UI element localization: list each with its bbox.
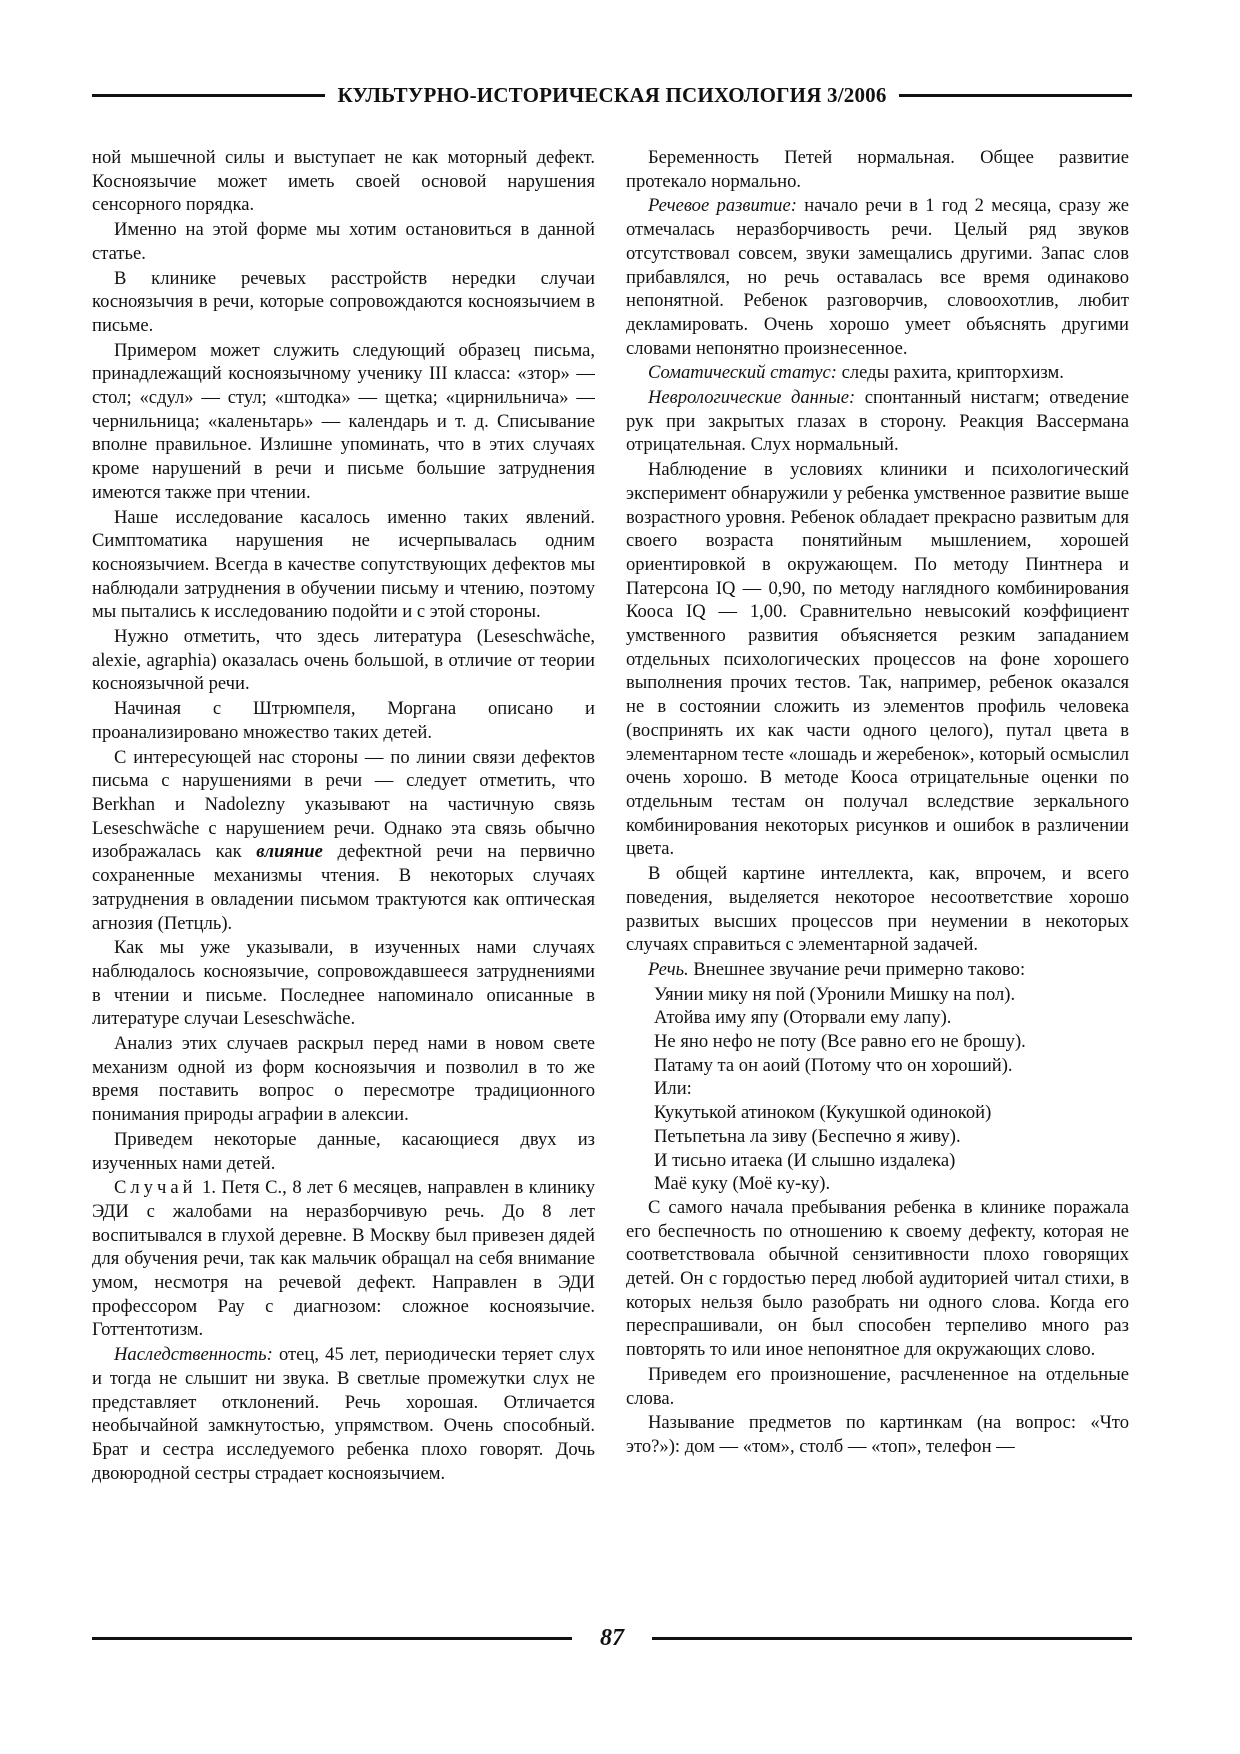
italic-lead: Неврологические данные: (648, 387, 856, 409)
paragraph: Приведем его произношение, расчлененное на отдельные слова. (626, 1363, 1129, 1409)
paragraph (92, 1176, 595, 1342)
header-rule-left (92, 94, 325, 97)
text-run: спонтанный нистагм; отведение рук при закрытых глазах в сторону. Реакция Вассермана отрицательная. Слух нормальный. (626, 387, 1129, 456)
text-run: следы рахита, крипторхизм. (836, 362, 1064, 384)
paragraph: Начиная с Штрюмпеля, Моргана описано и проанализировано множество таких детей. (92, 698, 595, 743)
paragraph: Называние предметов по картинкам (на вопрос: «Что это?»): дом — «том», столб — «топ», телефон — (626, 1412, 1129, 1457)
verse-line: Петьпетьна ла зиву (Беспечно я живу). (654, 1125, 961, 1147)
paragraph: С самого начала пребывания ребенка в клинике поражала его беспечность по отношению к своему дефекту, которая не соответствовала обычной сензитивности плохо говорящих детей. Он с гордостью перед любой аудиторией читал стихи, в которых нельзя было разобрать ни одного слова. Когда его переспрашивали, он был способен терпеливо много раз повторять то или иное непонятное для окружающих слово. (626, 1196, 1129, 1361)
verse-line: И тисьно итаека (И слышно издалека) (654, 1149, 956, 1171)
header-rule-right (899, 94, 1132, 97)
paragraph: Беременность Петей нормальная. Общее развитие протекало нормально. (626, 147, 1129, 192)
text-run: С интересующей нас стороны — по линии связи дефектов письма с нарушениями в речи — следует отметить, что Berkhan и Nadolezny указывают на частичную связь Leseschwäche с нарушением речи. Однако эта связь обычно изображалась как (92, 746, 595, 863)
italic-lead: Речь. (648, 958, 689, 980)
paragraph (626, 958, 1129, 982)
right-column (626, 146, 1129, 1606)
page-number: 87 (600, 1624, 624, 1651)
verse-line: Атойва иму япу (Оторвали ему лапу). (654, 1007, 952, 1029)
footer-rule-left (92, 1637, 572, 1640)
paragraph: Анализ этих случаев раскрыл перед нами в новом свете механизм одной из форм косноязычия и позволил в то же время поставить вопрос о пересмотре традиционного понимания природы аграфии в алексии. (92, 1033, 595, 1126)
paragraph: Как мы уже указывали, в изученных нами случаях наблюдалось косноязычие, сопровождавшееся затруднениями в чтении и письме. Последнее напоминало описанные в литературе случаи Leseschwäche. (92, 937, 595, 1030)
paragraph (92, 746, 595, 936)
verse-line: Маё куку (Моё ку-ку). (654, 1173, 831, 1195)
case-heading: Случай (114, 1177, 197, 1199)
verse-line: Патаму та он аоий (Потому что он хороший). (654, 1054, 1013, 1076)
text-run: Внешнее звучание речи примерно таково: (688, 958, 1026, 980)
text-run: начало речи в 1 год 2 месяца, сразу же отмечалась неразборчивость речи. Целый ряд звуков отсутствовал совсем, звуки замещались другими. Запас слов прибавлялся, но речь оставалась все время одинаково непонятной. Ребенок разговорчив, словоохотлив, любит декламировать. Очень хорошо умеет объяснять другими словами непонятно произнесенное. (626, 195, 1129, 359)
paragraph (92, 1343, 595, 1485)
paragraph (626, 361, 1129, 385)
italic-lead: Речевое развитие: (648, 195, 797, 217)
emphasis-text: влияние (256, 841, 323, 863)
paragraph: Наблюдение в условиях клиники и психологический эксперимент обнаружили у ребенка умственное развитие выше возрастного уровня. Ребенок обладает прекрасно развитым для своего возраста понятийным мышлением, хорошей ориентировкой в окружающем. По методу Пинтнера и Патерсона IQ — 0,90, по методу наглядного комбинирования Кооса IQ — 1,00. Сравнительно невысокий коэффициент умственного развития объясняется резким западанием отдельных психологических процессов на фоне хорошего выполнения прочих тестов. Так, например, ребенок оказался не в состоянии сложить из элементов профиль человека (воспринять их как части одного целого), путал цвета в элементарном тесте «лошадь и жеребенок», который осмыслил очень хорошо. В методе Кооса отрицательные оценки по отдельным тестам он получал вследствие зеркального комбинирования некоторых рисунков и ошибок в различении цвета. (626, 459, 1129, 860)
text-run: 1. Петя С., 8 лет 6 месяцев, направлен в клинику ЭДИ с жалобами на неразборчивую речь. До 8 лет воспитывался в глухой деревне. В Москву был привезен дядей для обучения речи, так как мальчик обращал на себя внимание умом, несмотря на речевой дефект. Направлен в ЭДИ профессором Рау с диагнозом: сложное косноязычие. Готтентотизм. (92, 1177, 595, 1341)
paragraph (626, 194, 1129, 360)
paragraph: В клинике речевых расстройств нередки случаи косноязычия в речи, которые сопровождаются косноязычием в письме. (92, 267, 595, 336)
page-footer (92, 1618, 1132, 1658)
paragraph: В общей картине интеллекта, как, впрочем, и всего поведения, выделяется некоторое несоответствие хорошо развитых высших процессов при неумении в некоторых случаях справиться с элементарной задачей. (626, 863, 1129, 956)
paragraph: Нужно отметить, что здесь литература (Leseschwäche, alexie, agraphia) оказалась очень большой, в отличие от теории косноязычной речи. (92, 626, 595, 695)
paragraph: Именно на этой форме мы хотим остановиться в данной статье. (92, 219, 595, 264)
text-run: отец, 45 лет, периодически теряет слух и тогда не слышит ни звука. В светлые промежутки слух не представляет отклонений. Речь хорошая. Отличается необычайной замкнутостью, упрямством. Очень способный. Брат и сестра исследуемого ребенка плохо говорят. Дочь двоюродной сестры страдает косноязычием. (92, 1344, 595, 1484)
running-header (92, 78, 1132, 112)
verse-line: Не яно нефо не поту (Все равно его не брошу). (654, 1031, 1026, 1053)
italic-lead: Наследственность: (114, 1344, 273, 1366)
journal-title: КУЛЬТУРНО-ИСТОРИЧЕСКАЯ ПСИХОЛОГИЯ 3/2006 (337, 82, 887, 107)
paragraph: Наше исследование касалось именно таких явлений. Симптоматика нарушения не исчерпывалась одним косноязычием. Всегда в качестве сопутствующих дефектов мы наблюдали затруднения в обучении письму и чтению, поэтому мы пытались к исследованию подойти и с этой стороны. (92, 506, 595, 623)
verse-line: Кукутькой атиноком (Кукушкой одинокой) (654, 1102, 992, 1124)
footer-rule-right (652, 1637, 1132, 1640)
left-column (92, 146, 595, 1606)
italic-lead: Соматический статус: (648, 362, 837, 384)
paragraph (626, 386, 1129, 457)
paragraph: Приведем некоторые данные, касающиеся двух из изученных нами детей. (92, 1128, 595, 1174)
paragraph: ной мышечной силы и выступает не как моторный дефект. Косноязычие может иметь своей основой нарушения сенсорного порядка. (92, 147, 595, 216)
paragraph: Примером может служить следующий образец письма, принадлежащий косноязычному ученику III класса: «зтор» — стол; «сдул» — стул; «штодка» — щетка; «цирнильнича» — чернильница; «каленьтарь» — календарь и т. д. Списывание вполне правильное. Излишне упоминать, что в этих случаях кроме нарушений в речи и письме большие затруднения имеются также при чтении. (92, 339, 595, 503)
verse-line: Или: (654, 1078, 692, 1100)
text-run: дефектной речи на первично сохраненные механизмы чтения. В некоторых случаях затруднения в овладении письмом трактуются как оптическая агнозия (Петцль). (92, 841, 595, 934)
verse-line: Уянии мику ня пой (Уронили Мишку на пол). (654, 983, 1016, 1005)
